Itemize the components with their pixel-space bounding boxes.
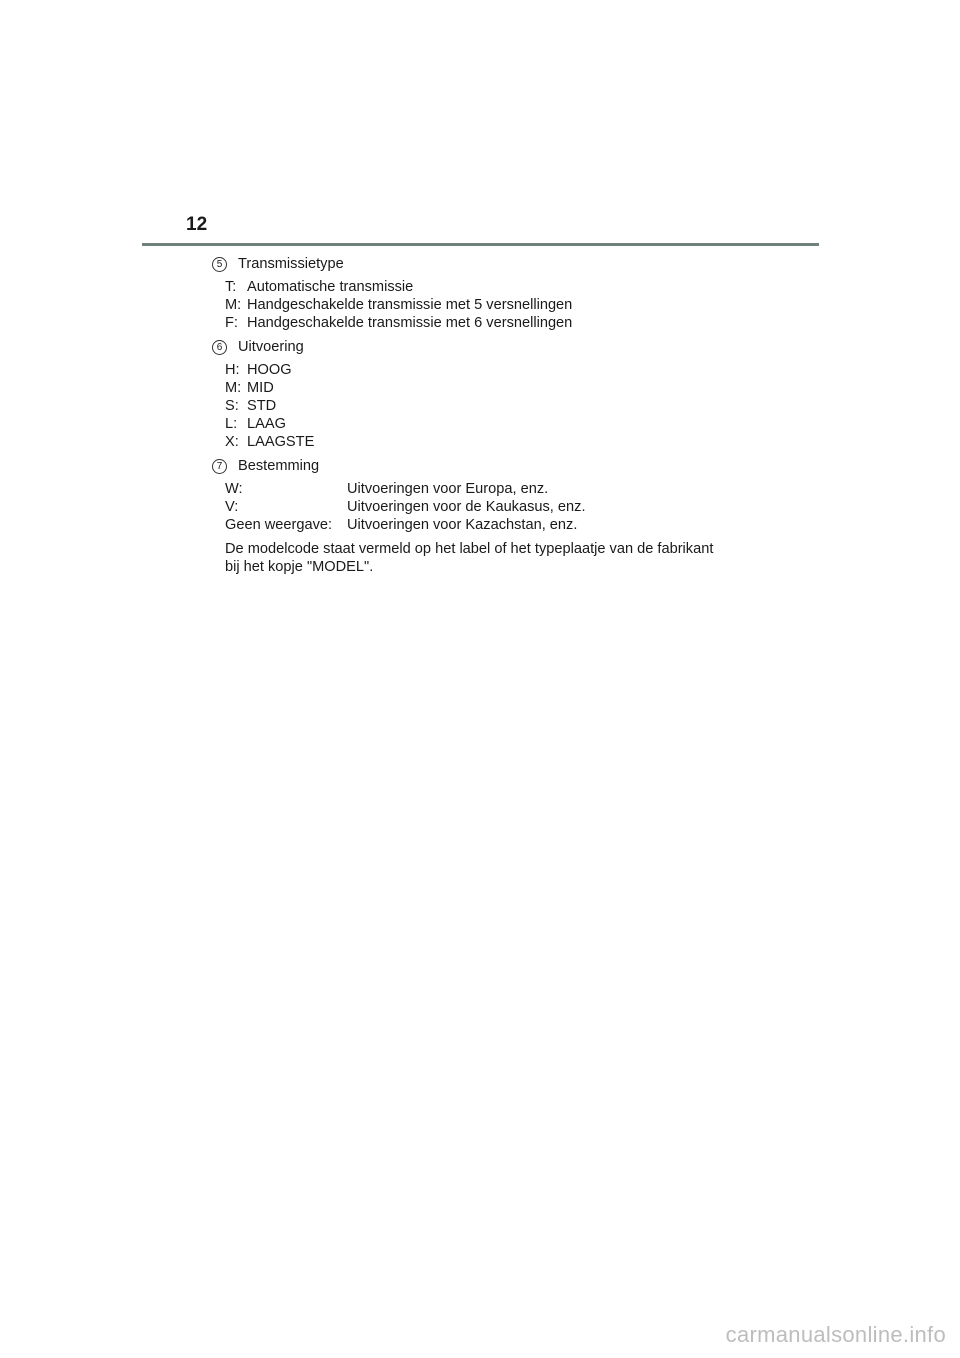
item-code: W: <box>225 481 243 497</box>
code-list <box>225 361 772 451</box>
circled-number-badge: 6 <box>212 340 227 355</box>
model-code-note <box>225 540 772 576</box>
item-code: T: <box>225 279 237 295</box>
list-item <box>225 296 772 314</box>
item-code: Geen weergave: <box>225 517 333 533</box>
list-item <box>225 397 772 415</box>
list-item <box>225 498 772 516</box>
section-title: Uitvoering <box>238 339 304 355</box>
list-item <box>225 480 772 498</box>
item-text: MID <box>247 380 274 396</box>
list-item <box>225 415 772 433</box>
section-heading <box>212 254 772 274</box>
code-list <box>225 480 772 534</box>
section-transmission-type <box>212 254 772 332</box>
section-title: Bestemming <box>238 458 320 474</box>
item-text: Uitvoeringen voor Kazachstan, enz. <box>347 517 578 533</box>
circled-number-badge: 5 <box>212 257 227 272</box>
list-item <box>225 433 772 451</box>
item-text: Uitvoeringen voor de Kaukasus, enz. <box>347 499 586 515</box>
item-code: M: <box>225 297 242 313</box>
item-text: LAAG <box>247 416 286 432</box>
section-heading <box>212 337 772 357</box>
section-title: Transmissietype <box>238 256 344 272</box>
list-item <box>225 278 772 296</box>
note-line: De modelcode staat vermeld op het label of het typeplaatje van de fabrikant <box>225 541 714 557</box>
item-text: LAAGSTE <box>247 434 315 450</box>
circled-number-badge: 7 <box>212 459 227 474</box>
section-destination <box>212 456 772 534</box>
note-line: bij het kopje "MODEL". <box>225 559 374 575</box>
code-list <box>225 278 772 332</box>
item-code: M: <box>225 380 242 396</box>
item-code: S: <box>225 398 239 414</box>
item-text: HOOG <box>247 362 292 378</box>
item-text: Automatische transmissie <box>247 279 414 295</box>
header-rule <box>142 243 819 246</box>
page-number: 12 <box>186 214 208 235</box>
list-item <box>225 379 772 397</box>
item-text: Handgeschakelde transmissie met 5 versnellingen <box>247 297 573 313</box>
list-item <box>225 516 772 534</box>
item-code: F: <box>225 315 238 331</box>
watermark-text: carmanualsonline.info <box>725 1322 946 1347</box>
item-text: Uitvoeringen voor Europa, enz. <box>347 481 549 497</box>
item-code: X: <box>225 434 239 450</box>
item-code: H: <box>225 362 240 378</box>
item-code: L: <box>225 416 238 432</box>
section-heading <box>212 456 772 476</box>
item-code: V: <box>225 499 239 515</box>
section-version <box>212 337 772 451</box>
list-item <box>225 314 772 332</box>
list-item <box>225 361 772 379</box>
item-text: Handgeschakelde transmissie met 6 versnellingen <box>247 315 573 331</box>
document-content <box>212 254 772 576</box>
item-text: STD <box>247 398 277 414</box>
